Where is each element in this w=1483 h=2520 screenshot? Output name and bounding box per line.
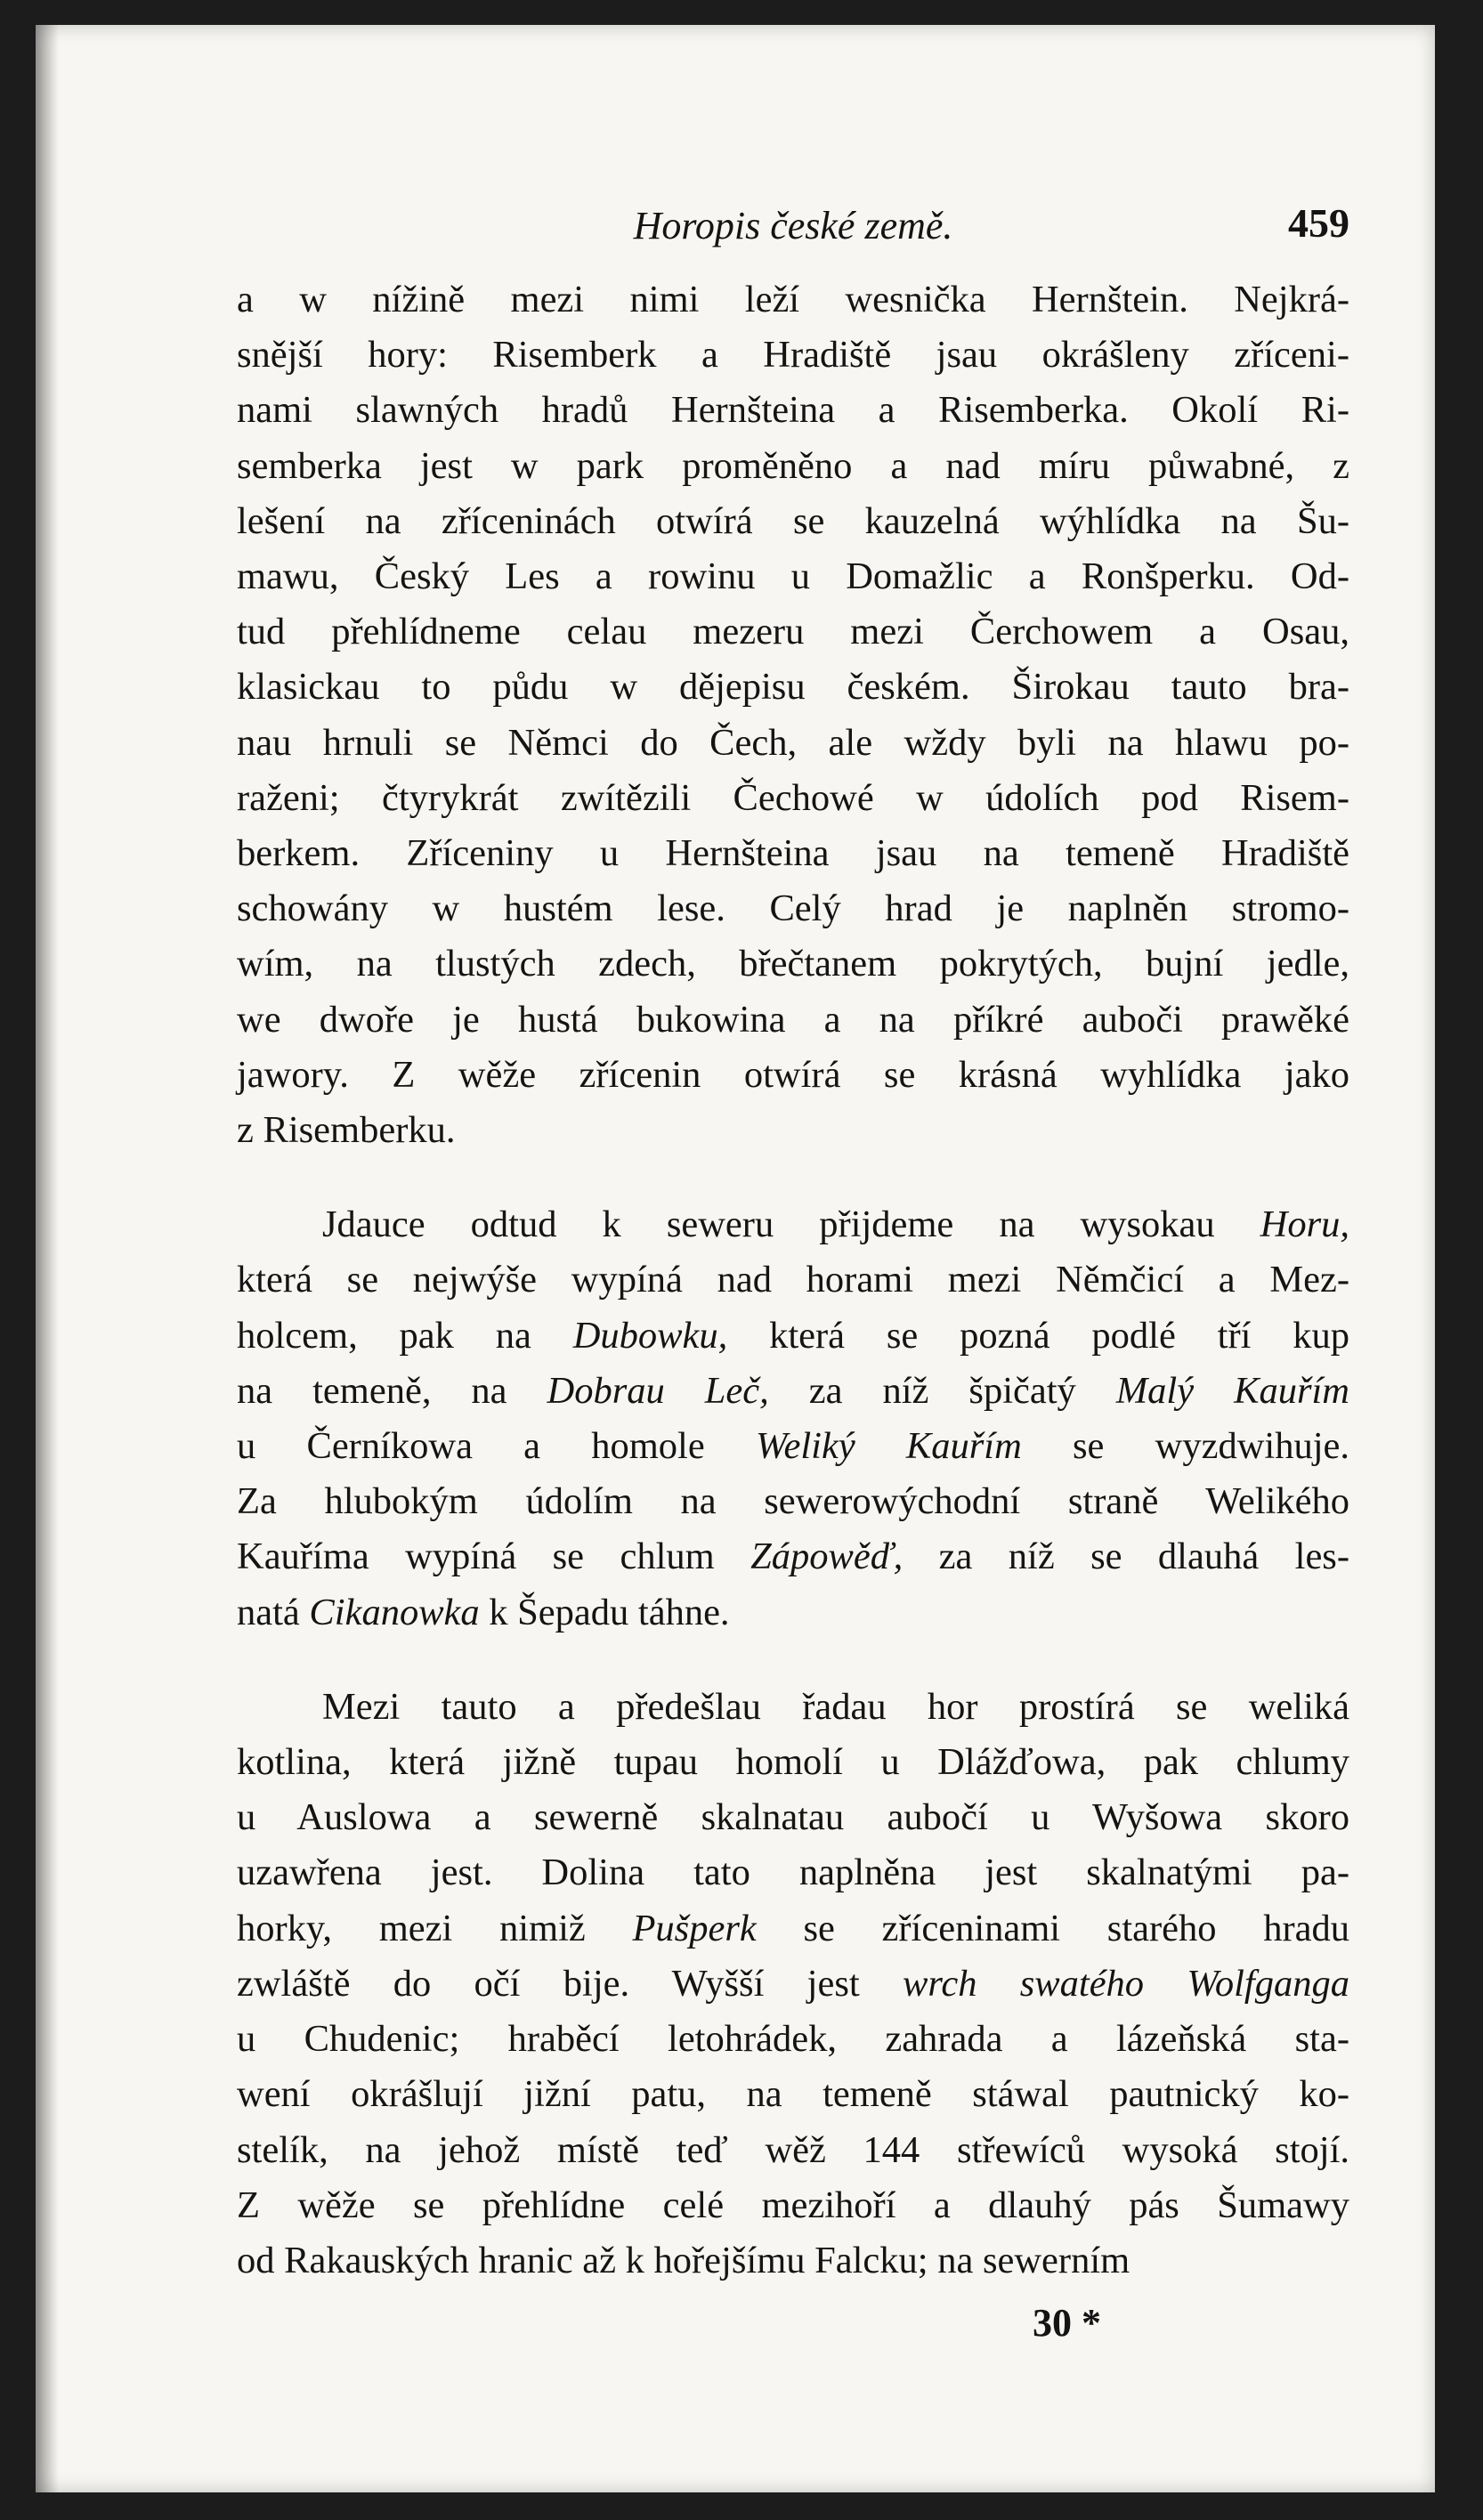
text-segment: nami slawných hradů Hernšteina a Risemberka. Okolí Ri- — [237, 389, 1349, 432]
text-segment: kotlina, která jižně tupau homolí u Dlážďowa, pak chlumy — [237, 1741, 1349, 1784]
body-text — [237, 272, 1349, 2289]
text-line — [237, 383, 1349, 438]
text-line — [237, 1419, 1349, 1474]
paragraph — [237, 272, 1349, 1158]
italic-place-name: wrch swatého Wolfganga — [903, 1962, 1349, 2005]
text-line — [237, 660, 1349, 715]
text-line — [237, 439, 1349, 494]
text-segment: z Risemberku. — [237, 1109, 456, 1152]
text-segment: semberka jest w park proměněno a nad míru půwabné, z — [237, 444, 1349, 487]
italic-place-name: Zápowěď, — [750, 1535, 904, 1578]
text-segment: klasickau to půdu w dějepisu českém. Širokau tauto bra- — [237, 666, 1349, 709]
italic-place-name: Dobrau Leč, — [547, 1369, 769, 1412]
text-segment: se wyzdwihuje. — [1021, 1425, 1349, 1468]
text-line — [237, 2123, 1349, 2178]
text-line — [237, 1103, 1349, 1158]
text-line — [237, 1901, 1349, 1957]
text-segment: nau hrnuli se Němci do Čech, ale wždy byli na hlawu po- — [237, 721, 1349, 764]
text-segment: u Auslowa a sewerně skalnatau aubočí u Wyšowa skoro — [237, 1796, 1349, 1839]
italic-place-name: Weliký Kauřím — [755, 1425, 1022, 1468]
text-line — [237, 1529, 1349, 1584]
paragraph — [237, 1197, 1349, 1641]
text-line — [237, 1474, 1349, 1529]
text-segment: Jdauce odtud k seweru přijdeme na wysokau — [322, 1203, 1260, 1246]
text-line — [237, 1364, 1349, 1419]
text-line — [237, 771, 1349, 826]
text-line — [237, 1048, 1349, 1103]
text-line — [237, 826, 1349, 881]
page-header — [237, 199, 1349, 253]
spine-shadow — [36, 25, 59, 2492]
text-line — [237, 716, 1349, 771]
text-segment: stelík, na jehož místě teď wěž 144 střewíců wysoká stojí. — [237, 2128, 1349, 2171]
text-line — [237, 2012, 1349, 2067]
text-line — [237, 1585, 1349, 1641]
text-line — [237, 936, 1349, 992]
paragraph-gap — [237, 1641, 1349, 1680]
text-segment: lešení na zříceninách otwírá se kauzelná wýhlídka na Šu- — [237, 499, 1349, 542]
italic-place-name: Dubowku, — [572, 1314, 728, 1357]
text-segment: Mezi tauto a předešlau řadau hor prostírá se weliká — [322, 1685, 1349, 1728]
text-segment: wení okrášlují jižní patu, na temeně stáwal pautnický ko- — [237, 2073, 1349, 2116]
text-line — [237, 1309, 1349, 1364]
text-line — [237, 2178, 1349, 2233]
paragraph — [237, 1680, 1349, 2289]
text-segment: natá — [237, 1591, 310, 1633]
text-segment: Kauříma wypíná se chlum — [237, 1535, 751, 1578]
italic-place-name: Cikanowka — [309, 1591, 480, 1633]
text-segment: snější hory: Risemberk a Hradiště jsau okrášleny zříceni- — [237, 334, 1349, 377]
running-title: Horopis české země. — [633, 204, 953, 247]
text-line — [237, 1845, 1349, 1900]
text-line — [237, 1197, 1349, 1252]
text-segment: raženi; čtyrykrát zwítězili Čechowé w údolích pod Risem- — [237, 776, 1349, 819]
text-line — [237, 549, 1349, 604]
text-segment: tud přehlídneme celau mezeru mezi Čerchowem a Osau, — [237, 611, 1349, 653]
text-segment: Za hlubokým údolím na sewerowýchodní straně Welikého — [237, 1480, 1349, 1523]
text-line — [237, 881, 1349, 936]
text-segment: od Rakauských hranic až k hořejšímu Falcku; na sewerním — [237, 2239, 1130, 2281]
text-line — [237, 993, 1349, 1048]
page-number: 459 — [1288, 200, 1349, 246]
text-segment: za níž špičatý — [768, 1369, 1116, 1412]
text-line — [237, 1957, 1349, 2012]
text-line — [237, 2233, 1349, 2289]
text-segment: Z wěže se přehlídne celé mezihoří a dlauhý pás Šumawy — [237, 2184, 1349, 2226]
italic-place-name: Malý Kauřím — [1115, 1369, 1349, 1412]
text-line — [237, 2067, 1349, 2122]
text-segment: schowány w hustém lese. Celý hrad je naplněn stromo- — [237, 887, 1349, 930]
text-segment: která se pozná podlé tří kup — [727, 1314, 1349, 1357]
text-segment: mawu, Český Les a rowinu u Domažlic a Ronšperku. Od- — [237, 555, 1349, 598]
text-line — [237, 1735, 1349, 1790]
text-line — [237, 328, 1349, 383]
text-line — [237, 494, 1349, 549]
text-line — [237, 604, 1349, 660]
text-line — [237, 1680, 1349, 1735]
book-page — [36, 25, 1435, 2492]
text-segment: která se nejwýše wypíná nad horami mezi Němčicí a Mez- — [237, 1259, 1349, 1301]
text-segment: se zříceninami starého hradu — [756, 1907, 1349, 1949]
text-line — [237, 272, 1349, 328]
text-line — [237, 1790, 1349, 1845]
paragraph-gap — [237, 1158, 1349, 1197]
italic-place-name: Pušperk — [632, 1907, 757, 1949]
text-segment: u Černíkowa a homole — [237, 1425, 756, 1468]
text-segment: we dwoře je hustá bukowina a na příkré auboči prawěké — [237, 998, 1349, 1041]
text-segment: berkem. Zříceniny u Hernšteina jsau na temeně Hradiště — [237, 832, 1349, 875]
text-segment: horky, mezi nimiž — [237, 1907, 633, 1949]
text-segment: k Šepadu táhne. — [479, 1591, 730, 1633]
text-segment: jawory. Z wěže zřícenin otwírá se krásná wyhlídka jako — [237, 1053, 1349, 1096]
signature-mark: 30 * — [1033, 2301, 1101, 2345]
text-line — [237, 1252, 1349, 1308]
text-segment: u Chudenic; hraběcí letohrádek, zahrada a lázeňská sta- — [237, 2018, 1349, 2061]
text-segment: wím, na tlustých zdech, břečtanem pokrytých, bujní jedle, — [237, 943, 1349, 985]
text-segment: zwláště do očí bije. Wyšší jest — [237, 1962, 904, 2005]
italic-place-name: Horu, — [1260, 1203, 1349, 1246]
text-segment: za níž se dlauhá les- — [903, 1535, 1349, 1578]
text-segment: na temeně, na — [237, 1369, 547, 1412]
text-segment: uzawřena jest. Dolina tato naplněna jest skalnatými pa- — [237, 1852, 1349, 1894]
text-segment: a w nížině mezi nimi leží wesnička Hernštein. Nejkrá- — [237, 279, 1349, 320]
text-segment: holcem, pak na — [237, 1314, 573, 1357]
